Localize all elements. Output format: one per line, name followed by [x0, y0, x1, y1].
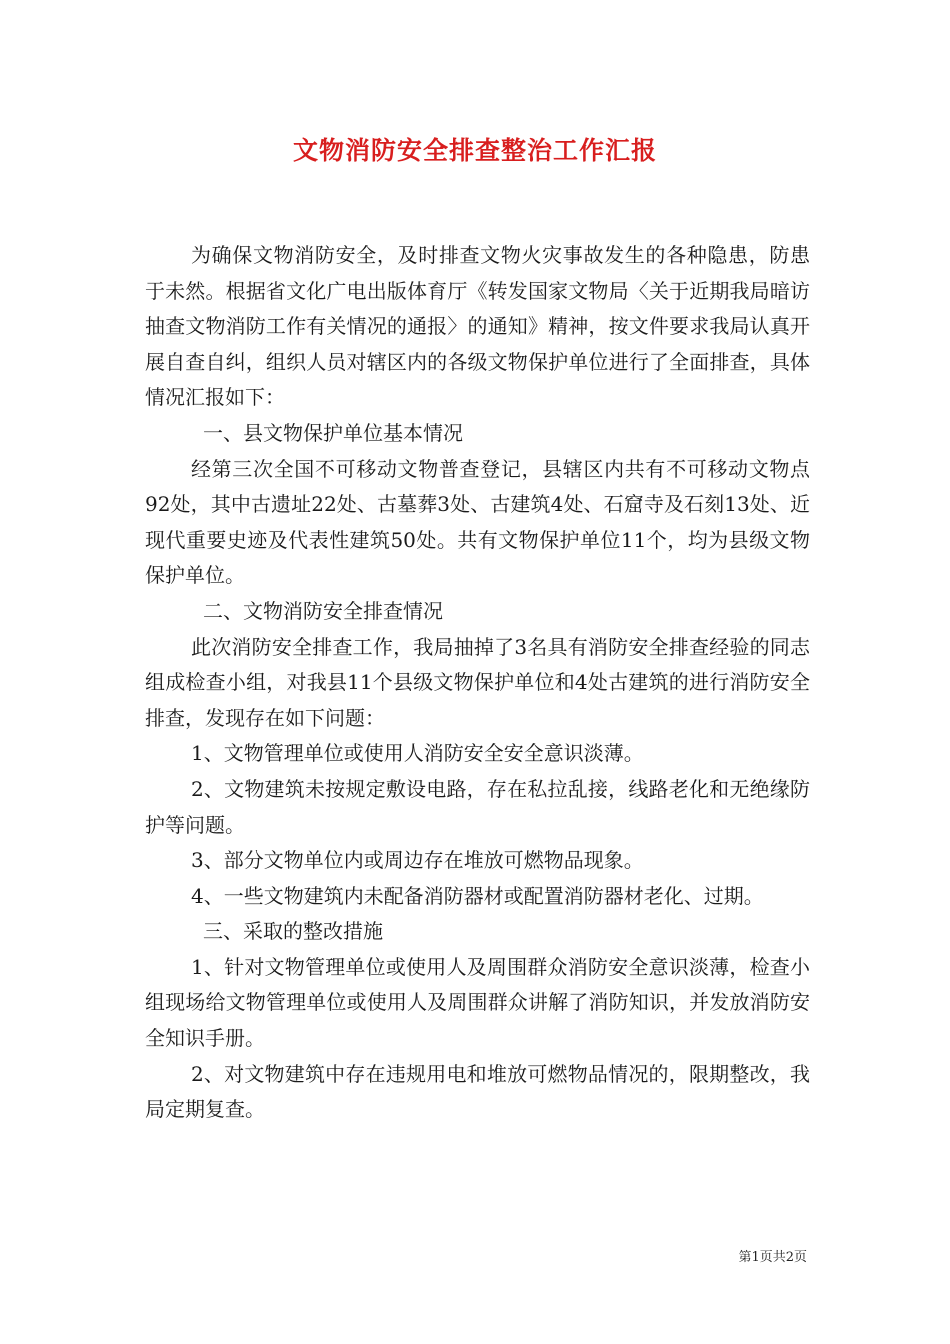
- document-body: [145, 238, 810, 1128]
- issue-item-2: 2、文物建筑未按规定敷设电路，存在私拉乱接，线路老化和无绝缘防护等问题。: [145, 776, 810, 837]
- section-2-paragraph: 此次消防安全排查工作，我局抽掉了3名具有消防安全排查经验的同志组成检查小组，对我县11个县级文物保护单位和4处古建筑的进行消防安全排查，发现存在如下问题：: [145, 634, 810, 730]
- issue-item-4: 4、一些文物建筑内未配备消防器材或配置消防器材老化、过期。: [191, 883, 764, 908]
- measure-item-2: 2、对文物建筑中存在违规用电和堆放可燃物品情况的，限期整改，我局定期复查。: [145, 1061, 810, 1122]
- measure-item-1: 1、针对文物管理单位或使用人及周围群众消防安全意识淡薄，检查小组现场给文物管理单位或使用人及周围群众讲解了消防知识，并发放消防安全知识手册。: [145, 954, 810, 1051]
- intro-paragraph: 为确保文物消防安全，及时排查文物火灾事故发生的各种隐患，防患于未然。根据省文化广电出版体育厅《转发国家文物局〈关于近期我局暗访抽查文物消防工作有关情况的通报〉的通知》精神，按文件要求我局认真开展自查自纠，组织人员对辖区内的各级文物保护单位进行了全面排查，具体情况汇报如下：: [145, 243, 810, 410]
- issue-item-3: 3、部分文物单位内或周边存在堆放可燃物品现象。: [191, 848, 644, 873]
- section-heading-1: 一、县文物保护单位基本情况: [203, 420, 463, 445]
- section-1-paragraph: 经第三次全国不可移动文物普查登记，县辖区内共有不可移动文物点92处，其中古遗址22处、古墓葬3处、古建筑4处、石窟寺及石刻13处、近现代重要史迹及代表性建筑50处。共有文物保护单位11个，均为县级文物保护单位。: [145, 456, 810, 588]
- section-heading-3: 三、采取的整改措施: [203, 919, 383, 944]
- page-number: 第1页共2页: [738, 1250, 807, 1265]
- section-heading-2: 二、文物消防安全排查情况: [203, 598, 443, 623]
- document-title: 文物消防安全排查整治工作汇报: [292, 136, 657, 165]
- issue-item-1: 1、文物管理单位或使用人消防安全安全意识淡薄。: [191, 741, 644, 766]
